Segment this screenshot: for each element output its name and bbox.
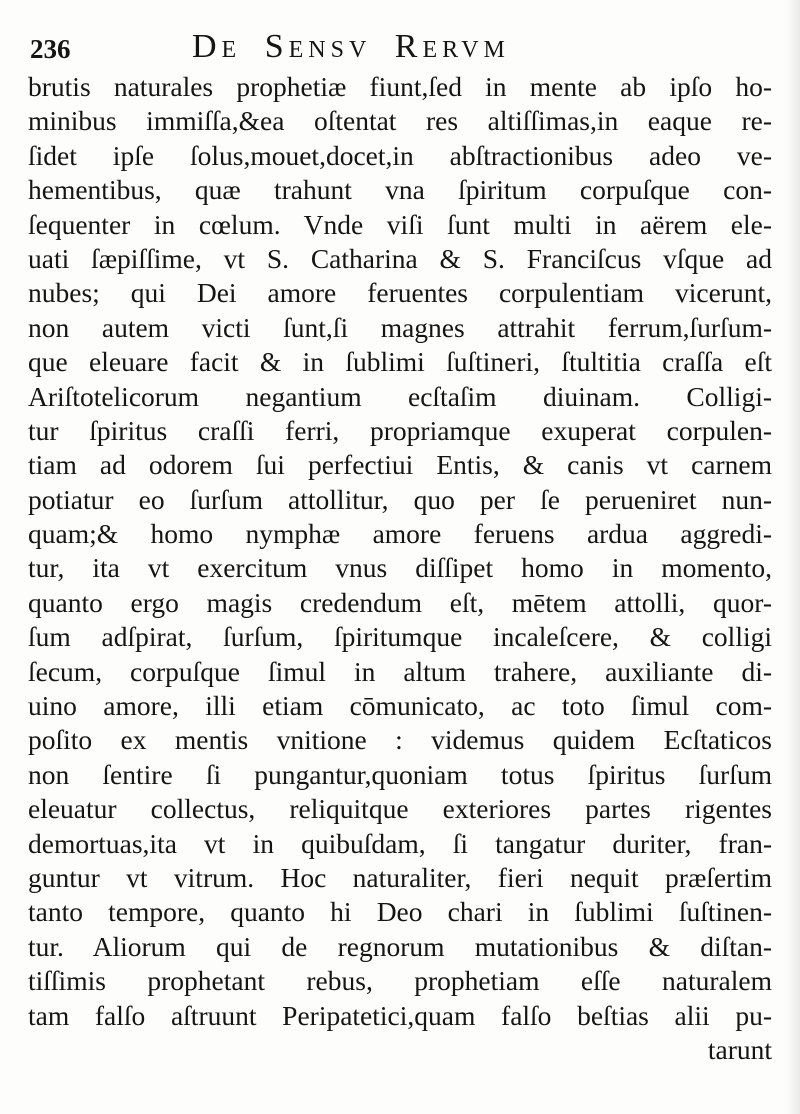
text-line: tanto tempore, quanto hi Deo chari in ſublimi ſuſtinen- — [28, 896, 772, 928]
text-line: demortuas,ita vt in quibuſdam, ſi tangatur duriter, fran- — [28, 827, 772, 859]
catchword: tarunt — [707, 1033, 772, 1065]
text-line: hementibus, quæ trahunt vna ſpiritum corpuſque con- — [28, 174, 772, 206]
page-number: 236 — [30, 34, 71, 64]
text-line: nubes; qui Dei amore feruentes corpulentiam vicerunt, — [28, 277, 772, 309]
text-line: minibus immiſſa,&ea oſtentat res altiſſimas,in eaque re- — [28, 105, 772, 137]
text-line: Ariſtotelicorum negantium ecſtaſim diuinam. Colligi- — [28, 380, 772, 412]
page-edge-shadow — [786, 0, 800, 1114]
text-line: tiam ad odorem ſui perfectiui Entis, & canis vt carnem — [28, 449, 772, 481]
text-line: non autem victi ſunt,ſi magnes attrahit ferrum,ſurſum- — [28, 311, 772, 343]
text-line: tur. Aliorum qui de regnorum mutationibus & diſtan- — [28, 930, 772, 962]
text-line: ſequenter in cœlum. Vnde viſi ſunt multi in aërem ele- — [28, 208, 772, 240]
text-line: ſidet ipſe ſolus,mouet,docet,in abſtractionibus adeo ve- — [28, 139, 772, 171]
text-line: tiſſimis prophetant rebus, prophetiam eſſe naturalem — [28, 965, 772, 997]
text-line: uati ſæpiſſime, vt S. Catharina & S. Franciſcus vſque ad — [28, 242, 772, 274]
text-line: eleuatur collectus, reliquitque exteriores partes rigentes — [28, 793, 772, 825]
body-text — [28, 70, 772, 1067]
text-line: tur ſpiritus craſſi ferri, propriamque exuperat corpulen- — [28, 414, 772, 446]
text-line: quam;& homo nymphæ amore feruens ardua aggredi- — [28, 518, 772, 550]
text-line: ſecum, corpuſque ſimul in altum trahere, auxiliante di- — [28, 655, 772, 687]
text-line: ſum adſpirat, ſurſum, ſpiritumque incaleſcere, & colligi — [28, 621, 772, 653]
text-line: tam falſo aſtruunt Peripatetici,quam falſo beſtias alii pu- — [28, 999, 772, 1031]
text-line: que eleuare facit & in ſublimi ſuſtineri, ſtultitia craſſa eſt — [28, 346, 772, 378]
page-header — [30, 28, 770, 72]
text-line: non ſentire ſi pungantur,quoniam totus ſpiritus ſurſum — [28, 758, 772, 790]
text-line: brutis naturales prophetiæ fiunt,ſed in mente ab ipſo ho- — [28, 71, 772, 102]
text-line: tur, ita vt exercitum vnus diſſipet homo in momento, — [28, 552, 772, 584]
running-title: De Sensv Rervm — [192, 28, 510, 65]
text-line: poſito ex mentis vnitione : videmus quidem Ecſtaticos — [28, 724, 772, 756]
text-line: quanto ergo magis credendum eſt, mētem attolli, quor- — [28, 586, 772, 618]
text-line: guntur vt vitrum. Hoc naturaliter, fieri nequit præſertim — [28, 861, 772, 893]
text-line: potiatur eo ſurſum attollitur, quo per ſe perueniret nun- — [28, 483, 772, 515]
text-line: uino amore, illi etiam cōmunicato, ac toto ſimul com- — [28, 690, 772, 722]
